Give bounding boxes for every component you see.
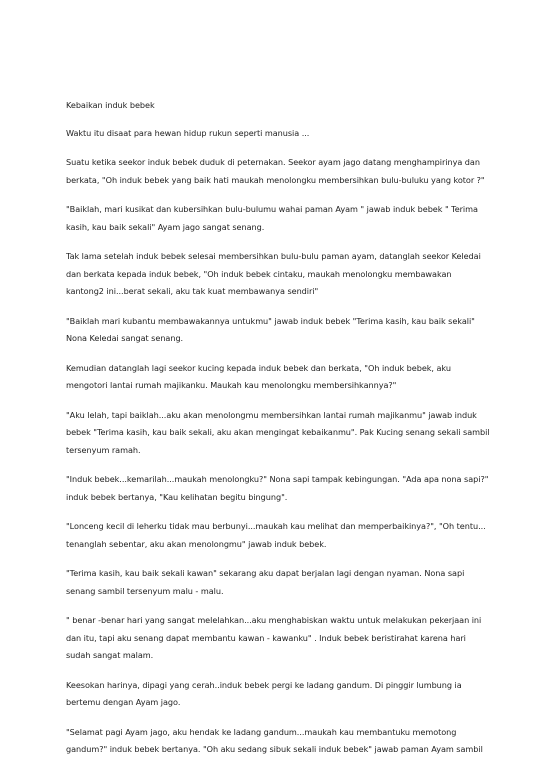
text-line: bertemu dengan Ayam jago. <box>66 697 181 707</box>
text-line: Kemudian datanglah lagi seekor kucing kepada induk bebek dan berkata, "Oh induk bebek, aku <box>66 362 451 373</box>
paragraph-11 <box>66 612 496 665</box>
text-line: berkata, "Oh induk bebek yang baik hati maukah menolongku membersihkan bulu-buluku yang kotor ?" <box>66 174 485 185</box>
text-line: sudah sangat malam. <box>66 650 154 660</box>
text-line: " benar -benar hari yang sangat melelahkan...aku menghabiskan waktu untuk melakukan pekerjaan ini <box>66 615 482 625</box>
text-line: mengotori lantai rumah majikanku. Maukah kau menolongku membersihkannya?" <box>66 380 397 390</box>
text-line: kantong2 ini...berat sekali, aku tak kuat membawanya sendiri" <box>66 286 319 296</box>
text-line: Tak lama setelah induk bebek selesai membersihkan bulu-bulu paman ayam, datanglah seekor Keledai <box>66 251 481 261</box>
paragraph-9 <box>66 518 496 553</box>
text-line: "Baiklah, mari kusikat dan kubersihkan bulu-bulumu wahai paman Ayam " jawab induk bebek " Terima <box>66 204 478 214</box>
text-line: dan itu, tapi aku senang dapat membantu kawan - kawanku" . Induk bebek beristirahat karena hari <box>66 632 466 643</box>
text-line: gandum?" induk bebek bertanya. "Oh aku sedang sibuk sekali induk bebek" jawab paman Ayam sambil <box>66 744 483 754</box>
text-line: "Selamat pagi Ayam jago, aku hendak ke ladang gandum...maukah kau membantuku memotong <box>66 726 457 737</box>
text-line: "Aku lelah, tapi baiklah...aku akan menolongmu membersihkan lantai rumah majikanmu" jawab induk <box>66 409 477 420</box>
text-line: bebek "Terima kasih, kau baik sekali, aku akan mengingat kebaikanmu". Pak Kucing senang sekali sambil <box>66 427 490 437</box>
text-line: Waktu itu disaat para hewan hidup rukun seperti manusia ... <box>66 127 310 138</box>
document-body <box>66 97 496 771</box>
text-line: "Terima kasih, kau baik sekali kawan" sekarang aku dapat berjalan lagi dengan nyaman. Nona sapi <box>66 568 465 578</box>
paragraph-6 <box>66 360 496 395</box>
paragraph-7 <box>66 407 496 460</box>
text-line: induk bebek bertanya, "Kau kelihatan begitu bingung". <box>66 491 288 502</box>
text-line: kasih, kau baik sekali" Ayam jago sangat senang. <box>66 221 265 232</box>
paragraph-3 <box>66 201 496 236</box>
paragraph-8 <box>66 471 496 506</box>
text-line: "Baiklah mari kubantu membawakannya untukmu" jawab induk bebek "Terima kasih, kau baik sekali" <box>66 315 475 326</box>
text-line: Nona Keledai sangat senang. <box>66 333 184 343</box>
paragraph-4 <box>66 248 496 301</box>
text-line: Keesokan harinya, dipagi yang cerah..induk bebek pergi ke ladang gandum. Di pinggir lumbung ia <box>66 679 462 690</box>
text-line: Suatu ketika seekor induk bebek duduk di peternakan. Seekor ayam jago datang menghampirinya dan <box>66 157 480 167</box>
text-line: dan berkata kepada induk bebek, "Oh induk bebek cintaku, maukah menolongku membawakan <box>66 268 452 279</box>
document-title: Kebaikan induk bebek <box>66 100 155 110</box>
paragraph-2 <box>66 154 496 189</box>
text-line: senang sambil tersenyum malu - malu. <box>66 585 224 596</box>
paragraph-5 <box>66 313 496 348</box>
paragraph-10 <box>66 565 496 600</box>
paragraph-1 <box>66 125 496 143</box>
text-line: tersenyum ramah. <box>66 444 141 455</box>
text-line: tenanglah sebentar, aku akan menolongmu" jawab induk bebek. <box>66 538 327 549</box>
text-line: "Induk bebek...kemarilah...maukah menolongku?" Nona sapi tampak kebingungan. "Ada apa nona sapi?" <box>66 474 489 484</box>
paragraph-13 <box>66 724 496 759</box>
text-line: "Lonceng kecil di leherku tidak mau berbunyi...maukah kau melihat dan memperbaikinya?", "Oh tentu... <box>66 521 486 531</box>
paragraph-12 <box>66 677 496 712</box>
